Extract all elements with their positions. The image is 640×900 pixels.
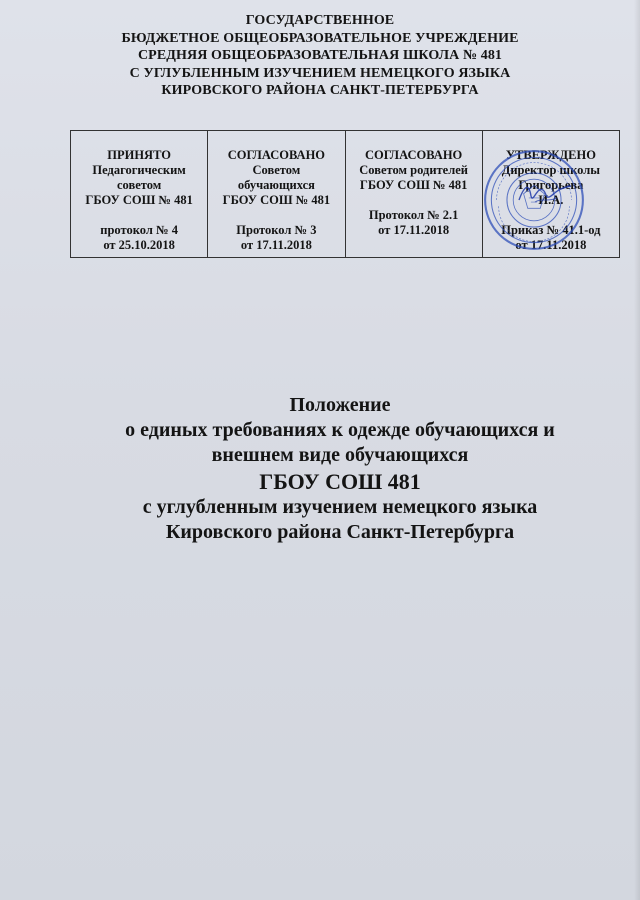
approval-date: от 17.11.2018 (515, 238, 587, 252)
approval-status: УТВЕРЖДЕНО (505, 148, 596, 162)
approval-body: советом (116, 178, 162, 192)
approval-body: Директор школы (501, 163, 600, 177)
title-line: с углубленным изучением немецкого языка (142, 496, 538, 518)
approval-body: ГБОУ СОШ № 481 (359, 178, 468, 192)
header-line: СРЕДНЯЯ ОБЩЕОБРАЗОВАТЕЛЬНАЯ ШКОЛА № 481 (137, 48, 503, 63)
approval-body: ГБОУ СОШ № 481 (222, 193, 331, 207)
institution-header (40, 12, 600, 100)
page-edge-shadow (634, 0, 640, 900)
title-line: ГБОУ СОШ 481 (259, 469, 421, 494)
header-line: С УГЛУБЛЕННЫМ ИЗУЧЕНИЕМ НЕМЕЦКОГО ЯЗЫКА (129, 65, 511, 81)
approval-body: Педагогическим (92, 163, 186, 177)
approval-cell-director (482, 131, 619, 258)
approval-body: Григорьева (518, 178, 584, 192)
approval-date: от 17.11.2018 (378, 223, 450, 237)
title-line: внешнем виде обучающихся (211, 444, 469, 466)
approval-doc: Протокол № 2.1 (368, 208, 459, 222)
approval-doc: Протокол № 3 (236, 223, 317, 237)
approval-body: обучающихся (237, 178, 315, 192)
approval-body: Советом (252, 163, 301, 177)
approval-body: ГБОУ СОШ № 481 (85, 193, 193, 207)
approval-doc: Приказ № 41.1-од (501, 223, 601, 237)
header-line: ГОСУДАРСТВЕННОЕ (245, 13, 395, 28)
approval-cell-students (208, 131, 345, 258)
approval-status: СОГЛАСОВАНО (364, 148, 463, 162)
approval-date: от 17.11.2018 (240, 238, 312, 252)
header-line: БЮДЖЕТНОЕ ОБЩЕОБРАЗОВАТЕЛЬНОЕ УЧРЕЖДЕНИЕ (121, 30, 519, 46)
title-line: о единых требованиях к одежде обучающихся и (125, 419, 555, 441)
approval-body: Советом родителей (359, 163, 468, 177)
approval-doc: протокол № 4 (100, 223, 178, 237)
approval-table (70, 130, 620, 258)
document-title (60, 393, 620, 545)
approval-date: от 25.10.2018 (103, 238, 175, 252)
title-line: Положение (289, 394, 391, 416)
header-line: КИРОВСКОГО РАЙОНА САНКТ-ПЕТЕРБУРГА (161, 83, 479, 98)
title-line: Кировского района Санкт-Петербурга (165, 521, 515, 543)
approval-status: ПРИНЯТО (107, 148, 171, 162)
approval-cell-parents (345, 131, 482, 258)
approval-status: СОГЛАСОВАНО (227, 148, 326, 162)
approval-cell-accepted (71, 131, 208, 258)
approval-body: И.А. (538, 193, 564, 207)
